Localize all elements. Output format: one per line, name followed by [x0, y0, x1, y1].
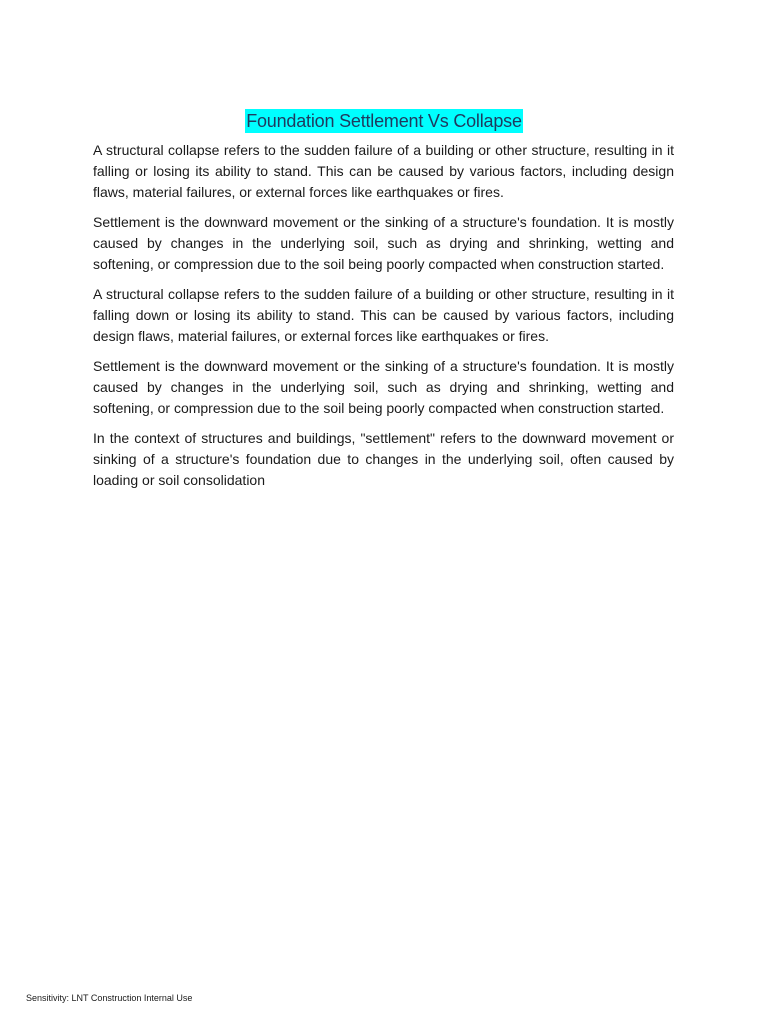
document-title: Foundation Settlement Vs Collapse [246, 111, 522, 131]
paragraph-settlement-context: In the context of structures and buildings, "settlement" refers to the downward movement or sinking of a structure's foundation due to changes in the underlying soil, often caused by loading or soil consolidation [93, 430, 674, 488]
paragraph-settlement-definition: Settlement is the downward movement or the sinking of a structure's foundation. It is mostly caused by changes in the underlying soil, such as drying and shrinking, wetting and softening, or compression due to the soil being poorly compacted when construction started. [93, 214, 674, 272]
document-body [93, 140, 674, 500]
paragraph-collapse-definition: A structural collapse refers to the sudden failure of a building or other structure, resulting in it falling or losing its ability to stand. This can be caused by various factors, including design flaws, material failures, or external forces like earthquakes or fires. [93, 142, 674, 200]
paragraph-collapse-definition-repeat: A structural collapse refers to the sudden failure of a building or other structure, resulting in it falling down or losing its ability to stand. This can be caused by various factors, including design flaws, material failures, or external forces like earthquakes or fires. [93, 286, 674, 344]
paragraph-settlement-definition-repeat: Settlement is the downward movement or the sinking of a structure's foundation. It is mostly caused by changes in the underlying soil, such as drying and shrinking, wetting and softening, or compression due to the soil being poorly compacted when construction started. [93, 358, 674, 416]
sensitivity-footer: Sensitivity: LNT Construction Internal Use [26, 993, 193, 1003]
title-container [0, 109, 768, 133]
